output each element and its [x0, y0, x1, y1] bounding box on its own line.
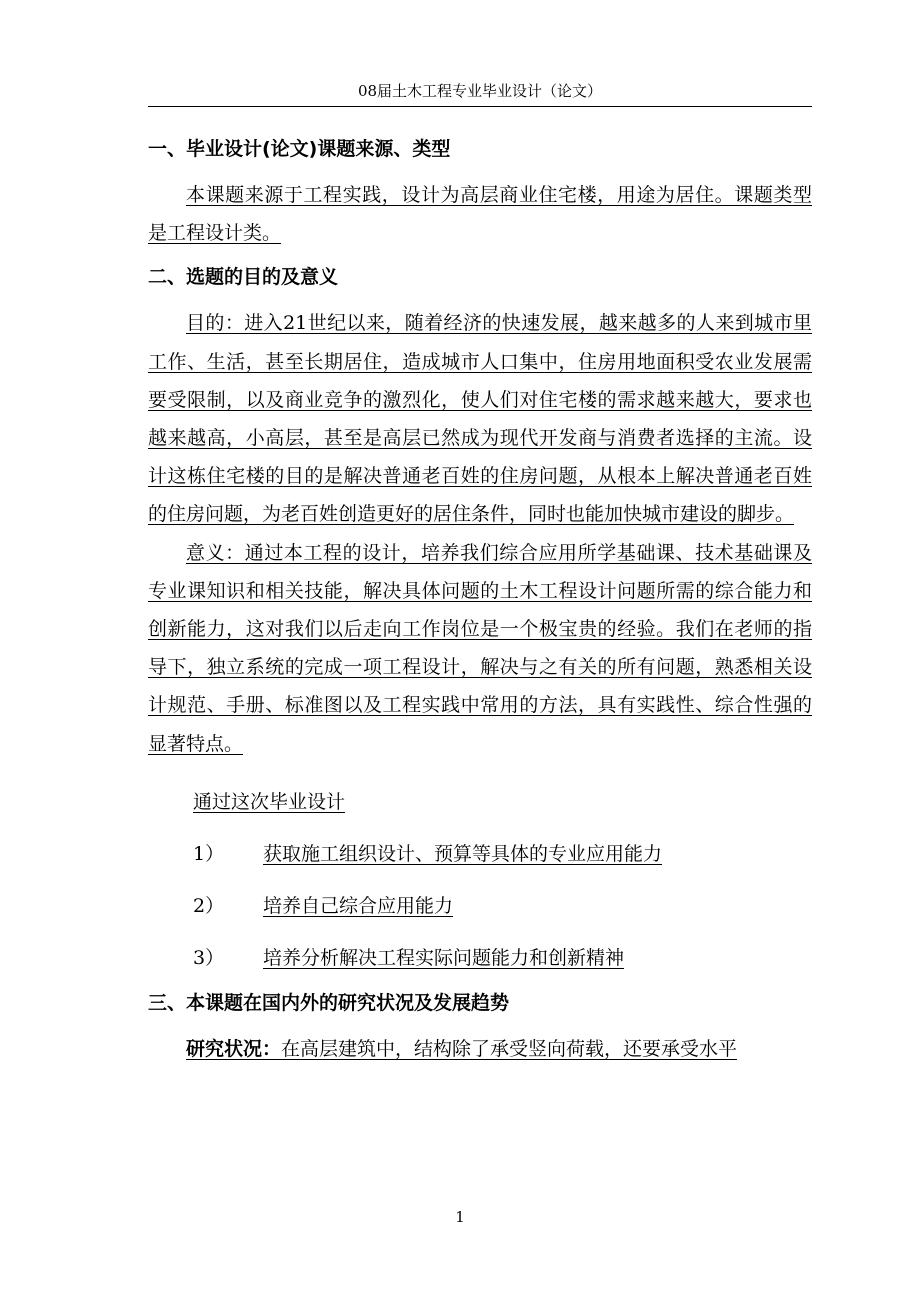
- list-item: [148, 887, 812, 925]
- section-1-heading: 一、毕业设计(论文)课题来源、类型: [148, 138, 451, 160]
- list-item: [148, 835, 812, 873]
- list-item-text: 获取施工组织设计、预算等具体的专业应用能力: [263, 843, 663, 866]
- running-header: 08届土木工程专业毕业设计（论文）: [357, 82, 603, 100]
- purpose-paragraph: 目的：进入21世纪以来，随着经济的快速发展，越来越多的人来到城市里工作、生活，甚至长期居住，造成城市人口集中，住房用地面积受农业发展需要受限制，以及商业竞争的激烈化，使人们对住宅楼的需求越来越大，要求也越来越高，小高层，甚至是高层已然成为现代开发商与消费者选择的主流。设计这栋住宅楼的目的是解决普通老百姓的住房问题，从根本上解决普通老百姓的住房问题，为老百姓创造更好的居住条件，同时也能加快城市建设的脚步。: [148, 312, 812, 526]
- list-item: [148, 939, 812, 977]
- significance-paragraph: 意义：通过本工程的设计，培养我们综合应用所学基础课、技术基础课及专业课知识和相关技能，解决具体问题的土木工程设计问题所需的综合能力和创新能力，这对我们以后走向工作岗位是一个极宝贵的经验。我们在老师的指导下，独立系统的完成一项工程设计，解决与之有关的所有问题，熟悉相关设计规范、手册、标准图以及工程实践中常用的方法，具有实践性、综合性强的显著特点。: [148, 541, 812, 755]
- section-2-heading: 二、选题的目的及意义: [148, 266, 339, 289]
- section-1-paragraph: 本课题来源于工程实践，设计为高层商业住宅楼，用途为居住。课题类型是工程设计类。: [148, 184, 812, 245]
- section-3-heading: 三、本课题在国内外的研究状况及发展趋势: [148, 991, 510, 1014]
- page-number: 1: [455, 1208, 465, 1226]
- header-rule: [148, 106, 812, 107]
- list-item-number: 2）: [193, 895, 225, 918]
- list-item-text: 培养自己综合应用能力: [263, 895, 454, 918]
- research-status-label: 研究状况：: [186, 1037, 282, 1060]
- list-item-number: 3）: [193, 947, 225, 970]
- research-status-text: 在高层建筑中，结构除了承受竖向荷载，还要承受水平: [281, 1037, 738, 1060]
- list-item-number: 1）: [193, 843, 225, 866]
- research-status-paragraph: [148, 1030, 812, 1068]
- document-body: [148, 138, 812, 1068]
- list-intro: 通过这次毕业设计: [193, 790, 346, 813]
- list-item-text: 培养分析解决工程实际问题能力和创新精神: [263, 947, 625, 970]
